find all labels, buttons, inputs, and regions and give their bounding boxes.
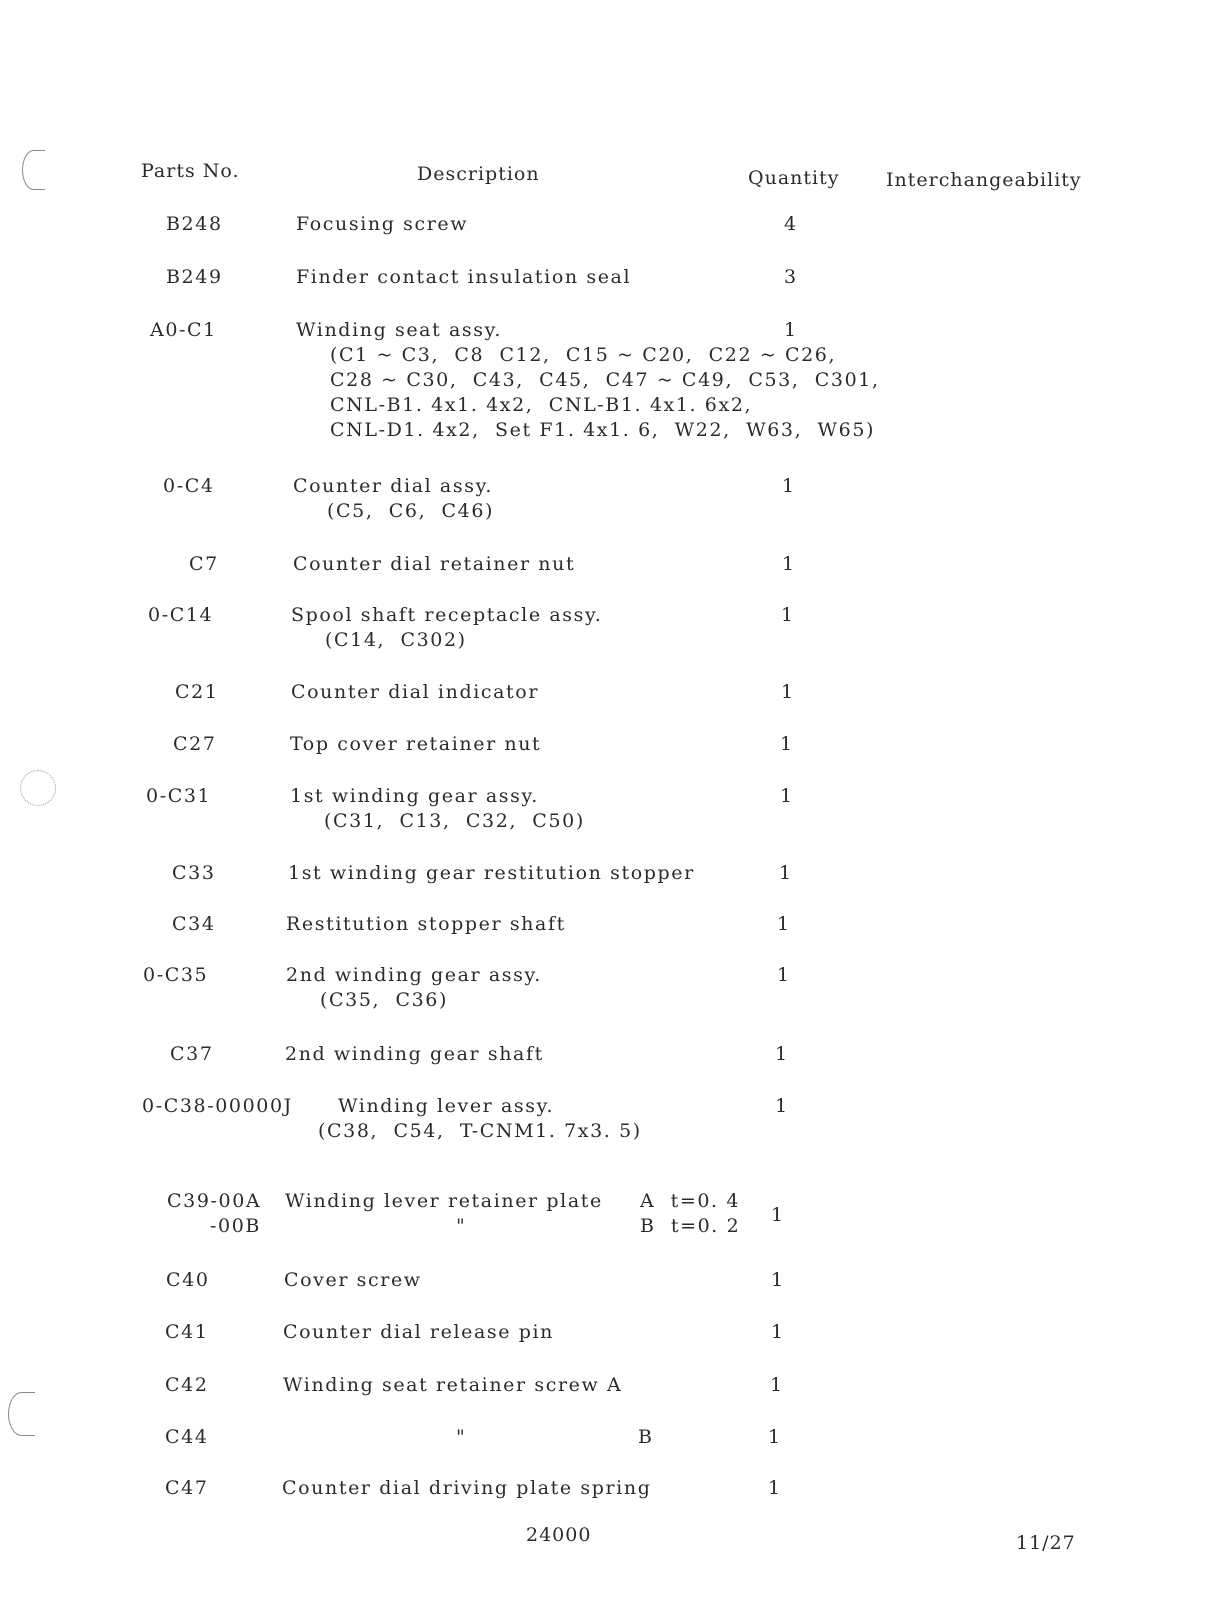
- document-number: 24000: [526, 1524, 592, 1546]
- component-list-line: (C38, C54, T-CNM1. 7x3. 5): [318, 1120, 642, 1142]
- part-number: C41: [165, 1321, 209, 1343]
- part-number: B248: [166, 213, 223, 235]
- description-text: 2nd winding gear shaft: [285, 1043, 544, 1065]
- description: [288, 861, 695, 886]
- part-number: C42: [165, 1374, 209, 1396]
- part-number: B249: [166, 266, 223, 288]
- column-header-interchangeability: Interchangeability: [886, 169, 1082, 191]
- quantity: 1: [782, 475, 796, 497]
- description: [286, 912, 566, 937]
- component-list-line: CNL-B1. 4x1. 4x2, CNL-B1. 4x1. 6x2,: [330, 394, 753, 416]
- quantity: 1: [768, 1426, 782, 1448]
- part-number: C34: [172, 913, 216, 935]
- description-text: Winding seat retainer screw A: [283, 1374, 623, 1396]
- quantity: 1: [771, 1269, 785, 1291]
- quantity: 1: [782, 553, 796, 575]
- description: [293, 552, 575, 577]
- description-text: Counter dial assy.: [293, 475, 494, 497]
- description: [285, 1042, 544, 1067]
- description-text: Finder contact insulation seal: [296, 266, 632, 288]
- component-list-line: (C14, C302): [325, 629, 467, 651]
- ditto-mark: ": [456, 1215, 467, 1237]
- component-list-line: (C1 ~ C3, C8 C12, C15 ~ C20, C22 ~ C26,: [330, 344, 837, 366]
- quantity: 1: [780, 785, 794, 807]
- part-number: A0-C1: [150, 319, 217, 341]
- quantity: 1: [780, 733, 794, 755]
- quantity: 1: [771, 1321, 785, 1343]
- description: [291, 680, 539, 705]
- description: [296, 212, 468, 237]
- description: Winding lever retainer plate: [285, 1190, 603, 1212]
- part-number: 0-C14: [148, 604, 214, 626]
- description: [296, 265, 631, 290]
- variant-a: A t=0. 4: [640, 1190, 741, 1212]
- description: Counter dial driving plate spring: [282, 1477, 652, 1499]
- variant: B: [638, 1426, 654, 1448]
- column-header-description: Description: [417, 163, 540, 185]
- description-text: 2nd winding gear assy.: [286, 964, 542, 986]
- part-number: C33: [172, 862, 216, 884]
- description-text: 1st winding gear assy.: [290, 785, 539, 807]
- part-number: C27: [173, 733, 217, 755]
- description-text: Counter dial retainer nut: [293, 553, 576, 575]
- column-header-parts-no: Parts No.: [141, 160, 240, 182]
- part-number: C47: [165, 1477, 209, 1499]
- description: [293, 474, 494, 524]
- description: [283, 1320, 554, 1345]
- component-list-line: C28 ~ C30, C43, C45, C47 ~ C49, C53, C301,: [330, 369, 880, 391]
- quantity: 1: [781, 604, 795, 626]
- quantity: 3: [784, 266, 798, 288]
- quantity: 1: [771, 1204, 785, 1226]
- part-number: C21: [175, 681, 219, 703]
- quantity: 1: [770, 1374, 784, 1396]
- part-number: C44: [165, 1426, 209, 1448]
- part-number: 0-C31: [146, 785, 212, 807]
- quantity: 1: [781, 681, 795, 703]
- part-number: C39-00A: [167, 1190, 262, 1212]
- quantity: 1: [768, 1477, 782, 1499]
- part-number: 0-C35: [143, 964, 209, 986]
- description-text: 1st winding gear restitution stopper: [288, 862, 695, 884]
- description-text: Winding seat assy.: [296, 319, 503, 341]
- quantity: 1: [775, 1043, 789, 1065]
- column-header-quantity: Quantity: [748, 167, 840, 189]
- description-text: Counter dial release pin: [283, 1321, 555, 1343]
- part-number: C7: [189, 553, 219, 575]
- part-number: 0-C4: [163, 475, 215, 497]
- part-number: 0-C38-00000J: [142, 1095, 293, 1117]
- description: [290, 784, 585, 834]
- description-text: Winding lever assy.: [338, 1095, 555, 1117]
- part-number-variant: -00B: [210, 1215, 261, 1237]
- part-number: C37: [170, 1043, 214, 1065]
- part-number: C40: [166, 1269, 210, 1291]
- description: [283, 1373, 622, 1398]
- component-list-line: CNL-D1. 4x2, Set F1. 4x1. 6, W22, W63, W65): [330, 419, 876, 441]
- quantity: 4: [784, 213, 798, 235]
- description: [286, 963, 542, 1013]
- description: [284, 1268, 422, 1293]
- punch-hole-mark-middle: [20, 770, 56, 806]
- punch-hole-mark-bottom: [8, 1392, 35, 1436]
- description-text: Spool shaft receptacle assy.: [291, 604, 603, 626]
- quantity: 1: [779, 862, 793, 884]
- quantity: 1: [775, 1095, 789, 1117]
- description-text: Cover screw: [284, 1269, 422, 1291]
- component-list-line: (C5, C6, C46): [327, 500, 495, 522]
- component-list-line: (C35, C36): [320, 989, 448, 1011]
- variant-b: B t=0. 2: [640, 1215, 741, 1237]
- ditto-mark: ": [456, 1426, 467, 1448]
- quantity: 1: [784, 319, 798, 341]
- description: [318, 1094, 642, 1144]
- component-list-line: (C31, C13, C32, C50): [324, 810, 585, 832]
- quantity: 1: [777, 913, 791, 935]
- punch-hole-mark-top: [22, 150, 45, 190]
- page-number: 11/27: [1016, 1532, 1076, 1554]
- description-text: Restitution stopper shaft: [286, 913, 566, 935]
- description: [291, 603, 602, 653]
- quantity: 1: [777, 964, 791, 986]
- description-text: Focusing screw: [296, 213, 469, 235]
- description-text: Top cover retainer nut: [290, 733, 542, 755]
- description: [290, 732, 541, 757]
- description-text: Counter dial indicator: [291, 681, 540, 703]
